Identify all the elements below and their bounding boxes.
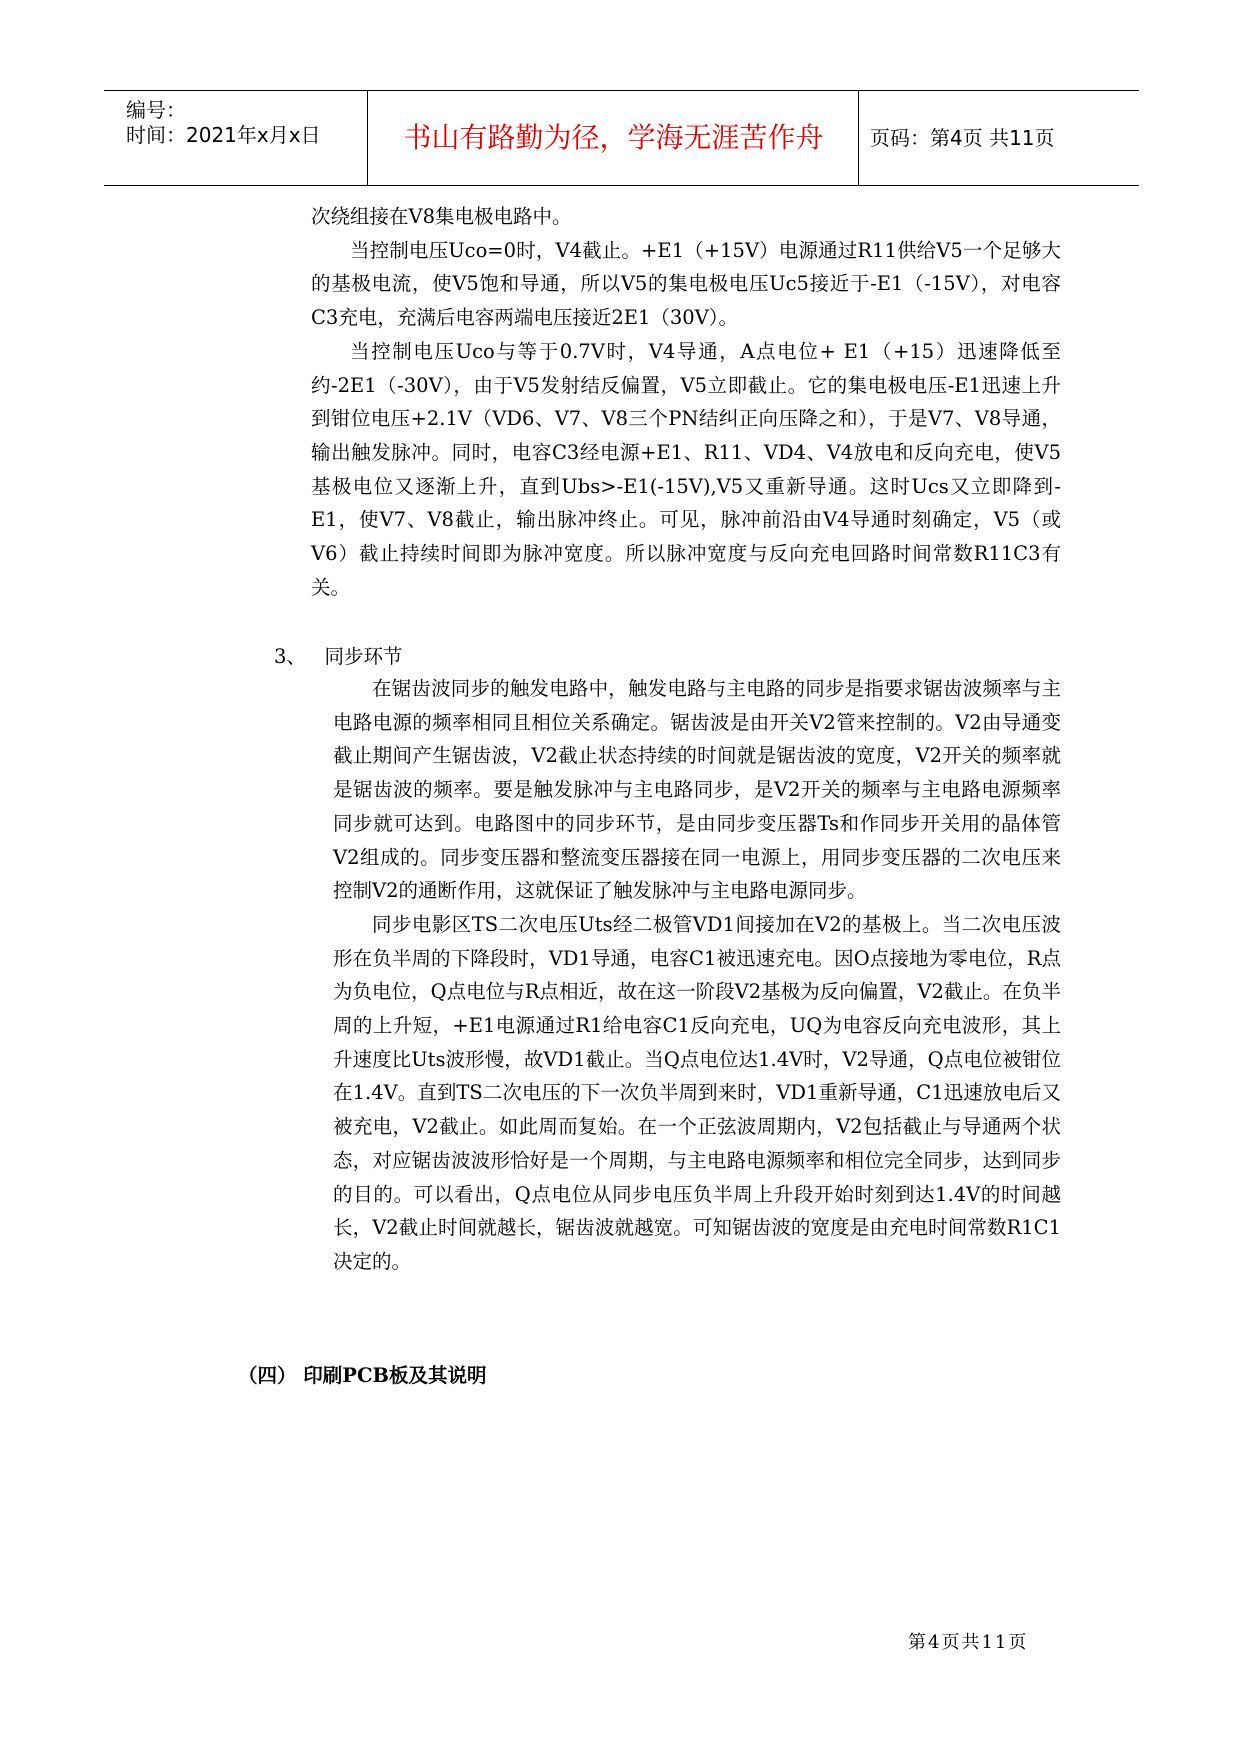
header-divider [858, 91, 859, 185]
paragraph: 在锯齿波同步的触发电路中，触发电路与主电路的同步是指要求锯齿波频率与主电路电源的频率相同且相位关系确定。锯齿波是由开关V2管来控制的。V2由导通变截止期间产生锯齿波，V2截止状态持续的时间就是锯齿波的宽度，V2开关的频率就是锯齿波的频率。要是触发脉冲与主电路同步，是V2开关的频率与主电路电源频率同步就可达到。电路图中的同步环节，是由同步变压器Ts和作同步开关用的晶体管V2组成的。同步变压器和整流变压器接在同一电源上，用同步变压器的二次电压来控制V2的通断作用，这就保证了触发脉冲与主电路电源同步。 [333, 677, 1061, 903]
section-heading [274, 640, 403, 674]
paragraph: 同步电影区TS二次电压Uts经二极管VD1间接加在V2的基极上。当二次电压波形在负半周的下降段时，VD1导通，电容C1被迅速充电。因O点接地为零电位，R点为负电位，Q点电位与R点相近，故在这一阶段V2基极为反向偏置，V2截止。在负半周的上升短，+E1电源通过R1给电容C1反向充电，UQ为电容反向充电波形，其上升速度比Uts波形慢，故VD1截止。当Q点电位达1.4V时，V2导通，Q点电位被钳位在1.4V。直到TS二次电压的下一次负半周到来时，VD1重新导通，C1迅速放电后又被充电，V2截止。如此周而复始。在一个正弦波周期内，V2包括截止与导通两个状态，对应锯齿波波形恰好是一个周期，与主电路电源频率和相位完全同步，达到同步的目的。可以看出，Q点电位从同步电压负半周上升段开始时刻到达1.4V的时间越长，V2截止时间就越长，锯齿波就越宽。可知锯齿波的宽度是由充电时间常数R1C1决定的。 [333, 912, 1061, 1273]
paragraph: 当控制电压Uco与等于0.7V时，V4导通，A点电位+ E1（+15）迅速降低至约-2E1（-30V），由于V5发射结反偏置，V5立即截止。它的集电极电压-E1迅速上升到钳位电压+2.1V（VD6、V7、V8三个PN结纠正向压降之和），于是V7、V8导通，输出触发脉冲。同时，电容C3经电源+E1、R11、VD4、V4放电和反向充电，使V5基极电位又逐渐上升，直到Ubs>-E1(-15V),V5又重新导通。这时Ucs又立即降到-E1，使V7、V8截止，输出脉冲终止。可见，脉冲前沿由V4导通时刻确定，V5（或V6）截止持续时间即为脉冲宽度。所以脉冲宽度与反向充电回路时间常数R11C3有关。 [311, 339, 1061, 599]
document-time-label: 时间：2021年x月x日 [126, 123, 321, 147]
header-page-label: 页码：第4页 共11页 [870, 126, 1055, 150]
header-motto: 书山有路勤为径，学海无涯苦作舟 [403, 121, 824, 154]
section-title: 同步环节 [324, 645, 403, 668]
section-heading: （四） 印刷PCB板及其说明 [238, 1364, 487, 1387]
paragraph: 当控制电压Uco=0时，V4截止。+E1（+15V）电源通过R11供给V5一个足够大的基极电流，使V5饱和导通，所以V5的集电极电压Uc5接近于-E1（-15V），对电容C3充电，充满后电容两端电压接近2E1（30V）。 [311, 238, 1061, 330]
body-text [311, 200, 1061, 604]
section-body [333, 672, 1061, 1279]
paragraph: 次绕组接在V8集电极电路中。 [311, 205, 572, 228]
document-number-label: 编号： [126, 98, 186, 122]
header-divider [367, 91, 368, 185]
page-header [104, 90, 1139, 186]
section-number: 3、 [274, 645, 306, 668]
page-footer: 第4页共11页 [908, 1632, 1029, 1653]
